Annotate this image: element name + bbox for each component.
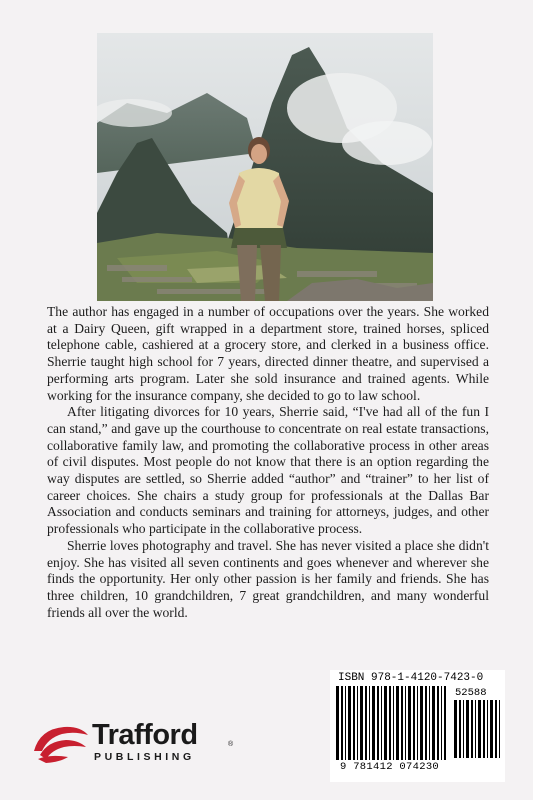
isbn-barcode-block <box>330 670 505 782</box>
ean-digits: 9 781412 074230 <box>340 761 440 773</box>
bio-paragraph: Sherrie loves photography and travel. She has never visited a place she didn't enjoy. She has visited all seven continents and goes whenever and wherever she finds the opportunity. Her only other passion is her family and friends. She has three children, 10 grandchildren, 7 great grandchildren, and many wonderful friends all over the world. <box>47 537 489 620</box>
registered-mark: ® <box>228 741 234 748</box>
price-barcode-icon <box>454 700 502 760</box>
trafford-swoosh-icon <box>30 721 92 765</box>
publisher-logo <box>30 717 240 767</box>
publisher-name: Trafford <box>92 719 198 751</box>
bio-paragraph: The author has engaged in a number of occupations over the years. She worked at a Dairy Queen, gift wrapped in a department store, trained horses, spliced telephone cable, cashiered at a grocery store, and clerked in a business office. Sherrie taught high school for 7 years, directed dinner theatre, and supervised a performing arts program. Later she sold insurance and trained agents. While working for the insurance company, she decided to go to law school. <box>47 304 489 403</box>
publisher-subtitle: PUBLISHING <box>94 751 195 763</box>
ean-barcode-icon <box>336 686 446 762</box>
price-code: 52588 <box>455 687 487 699</box>
author-biography <box>47 304 489 621</box>
isbn-text: ISBN 978-1-4120-7423-0 <box>338 672 484 684</box>
bio-paragraph: After litigating divorces for 10 years, Sherrie said, “I've had all of the fun I can stand,” and gave up the courthouse to concentrate on real estate transactions, collaborative family law, and promoting the collaborative process in other areas of civil disputes. Most people do not know that there is an option regarding the way disputes are settled, so Sherrie added “author” and “trainer” to her list of career choices. She chairs a study group for professionals at the Dallas Bar Association and conducts seminars and training for attorneys, judges, and other professionals who participate in the collaborative process. <box>47 404 489 537</box>
author-photo <box>97 33 433 301</box>
